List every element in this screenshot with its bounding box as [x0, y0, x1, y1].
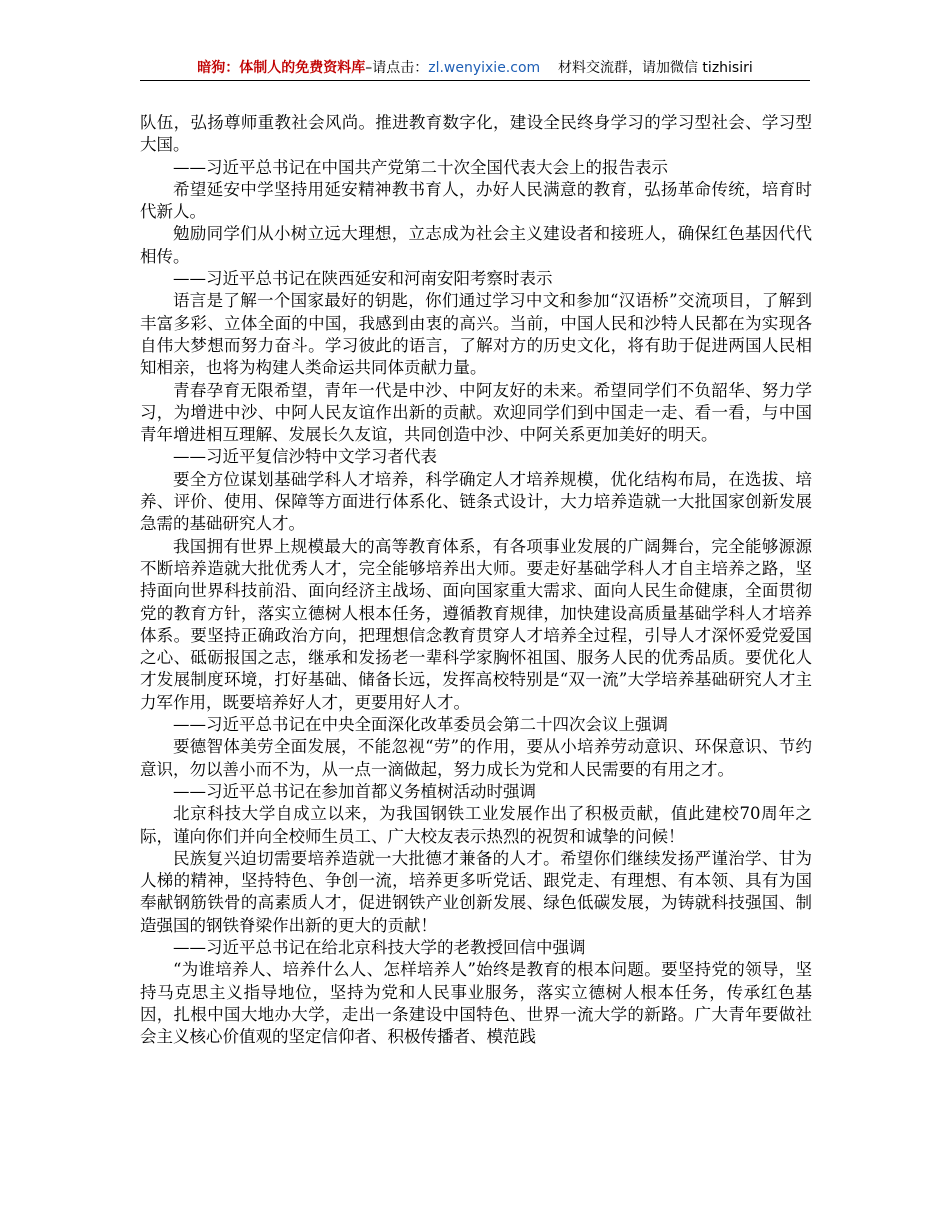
- paragraph: 勉励同学们从小树立远大理想，立志成为社会主义建设者和接班人，确保红色基因代代相传。: [140, 224, 812, 266]
- document-body: [140, 112, 812, 1048]
- paragraph: 要全方位谋划基础学科人才培养，科学确定人才培养规模，优化结构布局，在选拔、培养、评价、使用、保障等方面进行体系化、链条式设计，大力培养造就一大批国家创新发展急需的基础研究人才。: [140, 469, 812, 534]
- paragraph: 我国拥有世界上规模最大的高等教育体系，有各项事业发展的广阔舞台，完全能够源源不断培养造就大批优秀人才，完全能够培养出大师。要走好基础学科人才自主培养之路，坚持面向世界科技前沿、面向经济主战场、面向国家重大需求、面向人民生命健康，全面贯彻党的教育方针，落实立德树人根本任务，遵循教育规律，加快建设高质量基础学科人才培养体系。要坚持正确政治方向，把理想信念教育贯穿人才培养全过程，引导人才深怀爱党爱国之心、砥砺报国之志，继承和发扬老一辈科学家胸怀祖国、服务人民的优秀品质。要优化人才发展制度环境，打好基础、储备长远，发挥高校特别是“双一流”大学培养基础研究人才主力军作用，既要培养好人才，更要用好人才。: [140, 536, 812, 712]
- header-link[interactable]: zl.wenyixie.com: [428, 60, 541, 76]
- paragraph: 要德智体美劳全面发展，不能忽视“劳”的作用，要从小培养劳动意识、环保意识、节约意识，勿以善小而不为，从一点一滴做起，努力成长为党和人民需要的有用之才。: [140, 737, 812, 779]
- header-prompt: –请点击：: [365, 60, 429, 76]
- paragraph: 语言是了解一个国家最好的钥匙，你们通过学习中文和参加“汉语桥”交流项目，了解到丰富多彩、立体全面的中国，我感到由衷的高兴。当前，中国人民和沙特人民都在为实现各自伟大梦想而努力奋斗。学习彼此的语言，了解对方的历史文化，将有助于促进两国人民相知相亲，也将为构建人类命运共同体贡献力量。: [140, 291, 812, 378]
- paragraph: 希望延安中学坚持用延安精神教书育人，办好人民满意的教育，弘扬革命传统，培育时代新人。: [140, 179, 812, 222]
- source-attribution: ——习近平复信沙特中文学习者代表: [173, 447, 437, 467]
- paragraph: “为谁培养人、培养什么人、怎样培养人”始终是教育的根本问题。要坚持党的领导，坚持马克思主义指导地位，坚持为党和人民事业服务，落实立德树人根本任务，传承红色基因，扎根中国大地办大学，走出一条建设中国特色、世界一流大学的新路。广大青年要做社会主义核心价值观的坚定信仰者、积极传播者、模范践: [140, 960, 812, 1047]
- header-contact: 材料交流群，请加微信 tizhisiri: [557, 60, 753, 76]
- source-attribution: ——习近平总书记在参加首都义务植树活动时强调: [173, 781, 536, 801]
- header-brand: 暗狗：体制人的免费资料库: [197, 60, 366, 76]
- paragraph: 北京科技大学自成立以来，为我国钢铁工业发展作出了积极贡献，值此建校70周年之际，谨向你们并向全校师生员工、广大校友表示热烈的祝贺和诚挚的问候！: [140, 804, 812, 846]
- source-attribution: ——习近平总书记在给北京科技大学的老教授回信中强调: [173, 937, 586, 957]
- source-attribution: ——习近平总书记在中央全面深化改革委员会第二十四次会议上强调: [173, 715, 668, 735]
- source-attribution: ——习近平总书记在陕西延安和河南安阳考察时表示: [173, 269, 553, 289]
- paragraph: 青春孕育无限希望，青年一代是中沙、中阿友好的未来。希望同学们不负韶华、努力学习，为增进中沙、中阿人民友谊作出新的贡献。欢迎同学们到中国走一走、看一看，与中国青年增进相互理解、发展长久友谊，共同创造中沙、中阿关系更加美好的明天。: [140, 380, 812, 445]
- source-attribution: ——习近平总书记在中国共产党第二十次全国代表大会上的报告表示: [173, 157, 668, 177]
- paragraph: 民族复兴迫切需要培养造就一大批德才兼备的人才。希望你们继续发扬严谨治学、甘为人梯的精神，坚持特色、争创一流，培养更多听党话、跟党走、有理想、有本领、具有为国奉献钢筋铁骨的高素质人才，促进钢铁产业创新发展、绿色低碳发展，为铸就科技强国、制造强国的钢铁脊梁作出新的更大的贡献！: [140, 848, 812, 935]
- paragraph: 队伍，弘扬尊师重教社会风尚。推进教育数字化，建设全民终身学习的学习型社会、学习型大国。: [140, 113, 812, 155]
- page-header: [140, 58, 810, 81]
